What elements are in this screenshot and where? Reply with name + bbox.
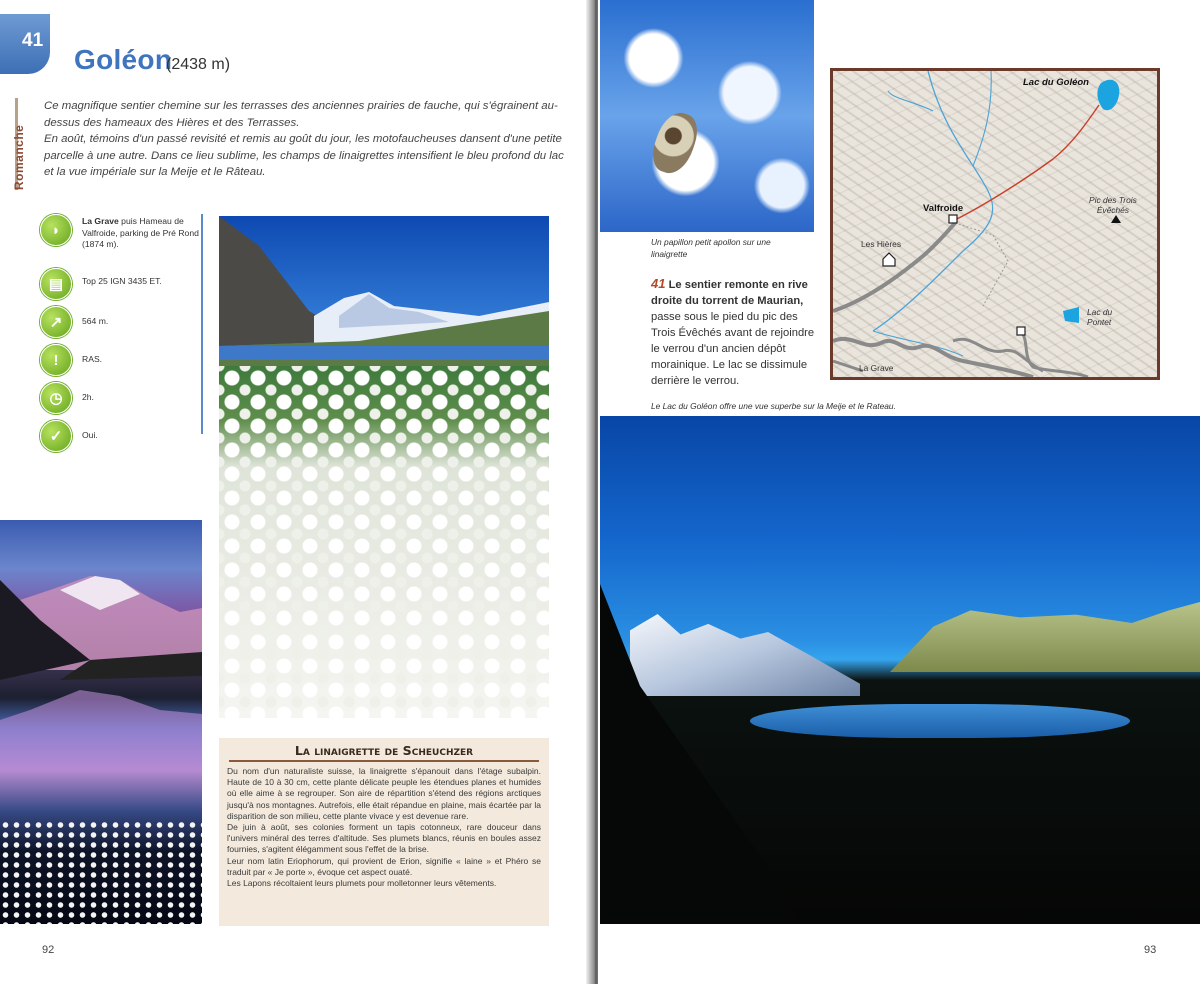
clock-icon: ◷: [40, 382, 72, 414]
info-text: [82, 214, 205, 251]
info-row-duration: [40, 382, 205, 420]
map-label-pontet-line: Pontet: [1087, 317, 1112, 327]
page-number-left: 92: [42, 944, 55, 956]
sidebar-paragraph: Leur nom latin Eriophorum, qui provient de Erion, signifie « laine » et Phéro se traduit par « Je porte », évoque cet aspect ouaté.: [227, 855, 541, 877]
cottongrass-dots: [0, 820, 202, 924]
map-label-peak-line: Pic des Trois: [1089, 195, 1137, 205]
route-number: 41: [651, 276, 666, 291]
map-label-valfroide: Valfroide: [923, 203, 964, 214]
photo-meadow: [219, 366, 549, 718]
photo-lake-water: [750, 704, 1130, 738]
route-map: [830, 68, 1160, 380]
info-value: 2h.: [82, 392, 94, 402]
map-label-hieres: Les Hières: [861, 239, 902, 249]
sidebar-title: La linaigrette de Scheuchzer: [294, 743, 474, 758]
info-value: Oui.: [82, 430, 98, 440]
butterfly-caption: Un papillon petit apollon sur une linaigrette: [651, 237, 771, 259]
map-icon: ▤: [40, 268, 72, 300]
map-label-lake: Lac du Goléon: [1023, 77, 1089, 88]
route-description: [651, 276, 821, 389]
photo-sunlit-hill: [890, 602, 1200, 672]
butterfly-wing: [647, 108, 702, 179]
map-label-peak: [1089, 195, 1137, 215]
info-value: RAS.: [82, 354, 103, 364]
butterfly-photo: [600, 0, 814, 232]
map-label-la-grave: La Grave: [859, 363, 894, 373]
left-page: [0, 0, 592, 984]
elevation-icon: ↗: [40, 306, 72, 338]
info-row-map: [40, 268, 205, 306]
map-label-peak-line: Évêchés: [1096, 205, 1129, 215]
region-label: Romanche: [12, 124, 26, 190]
intro-paragraph: En août, témoins d'un passé revisité et remis au goût du jour, les motofaucheuses dansent d'une petite parcelle à une autre. Dans ce lieu sublime, les champs de linaigrettes intensifient le bleu profond du lac et la vue impériale sur la Meije et le Râteau.: [44, 133, 564, 178]
map-label-pontet: [1087, 307, 1112, 327]
lac-du-goleon-photo: [600, 416, 1200, 924]
cottongrass-photo: [219, 216, 549, 718]
photo-snow-peaks: [630, 614, 860, 696]
hike-altitude: (2438 m): [166, 56, 231, 73]
route-bold: Le sentier remonte en rive droite du torrent de Maurian,: [651, 279, 808, 307]
info-bold: La Grave: [82, 216, 119, 226]
mountain-lake-photo: [0, 520, 202, 924]
warning-icon: !: [40, 344, 72, 376]
hike-number-tab: [0, 14, 50, 74]
info-value: Top 25 IGN 3435 ET.: [82, 276, 162, 286]
sidebar-paragraph: Du nom d'un naturaliste suisse, la linaigrette s'épanouit dans l'étage subalpin. Haute de 10 à 30 cm, cette plante délicate peuple les étendues planes et humides où elle aime à se regrouper. Son aire de répartition s'étend des régions arctiques jusqu'à nos montagnes. Autrefois, elle était répandue en plaine, mais écartée par la disparition de son milieu, cette plante vivace y est devenue rare.: [227, 766, 541, 821]
info-list: [40, 214, 205, 458]
hike-number: 41: [22, 30, 44, 51]
photo-mountains: [219, 216, 549, 376]
route-text: passe sous le pied du pic des Trois Évêchés avant de rejoindre le verrou d'un ancien dépôt morainique. Le lac se dissimule derrière le verrou.: [651, 311, 815, 387]
info-row-difficulty: [40, 344, 205, 382]
info-row-elevation: [40, 306, 205, 344]
lake-caption: Le Lac du Goléon offre une vue superbe sur la Meije et le Rateau.: [651, 401, 896, 411]
info-divider: [201, 214, 203, 434]
hike-title: Goléon: [74, 44, 173, 75]
page-number-right: 93: [1144, 944, 1157, 956]
sidebar-paragraph: Les Lapons récoltaient leurs plumets pour molletonner leurs vêtements.: [227, 878, 497, 889]
info-value: 564 m.: [82, 316, 109, 326]
family-icon: ✓: [40, 420, 72, 452]
sidebar-body: [219, 766, 549, 889]
map-drawing: [833, 71, 1157, 377]
info-row-start: [40, 214, 205, 268]
map-label-pontet-line: Lac du: [1087, 307, 1113, 317]
sidebar-paragraph: De juin à août, ses colonies forment un tapis cotonneux, rare douceur dans l'univers minéral des terres d'altitude. Ses plumets blancs, réunis en boules assez fournies, s'agitent élégamment sous l'effet de la brise.: [227, 822, 541, 855]
info-row-family: [40, 420, 205, 458]
sidebar-box: [219, 738, 549, 926]
intro-text: [44, 98, 564, 181]
intro-paragraph: Ce magnifique sentier chemine sur les terrasses des anciennes prairies de fauche, qui s'égrainent au-dessus des hameaux des Hières et des Terrasses.: [44, 100, 558, 129]
shoe-icon: ◗: [40, 214, 72, 246]
info-value: puis Hameau de Valfroide, parking de Pré Rond (1874 m).: [82, 216, 199, 249]
sidebar-rule: [229, 760, 539, 762]
